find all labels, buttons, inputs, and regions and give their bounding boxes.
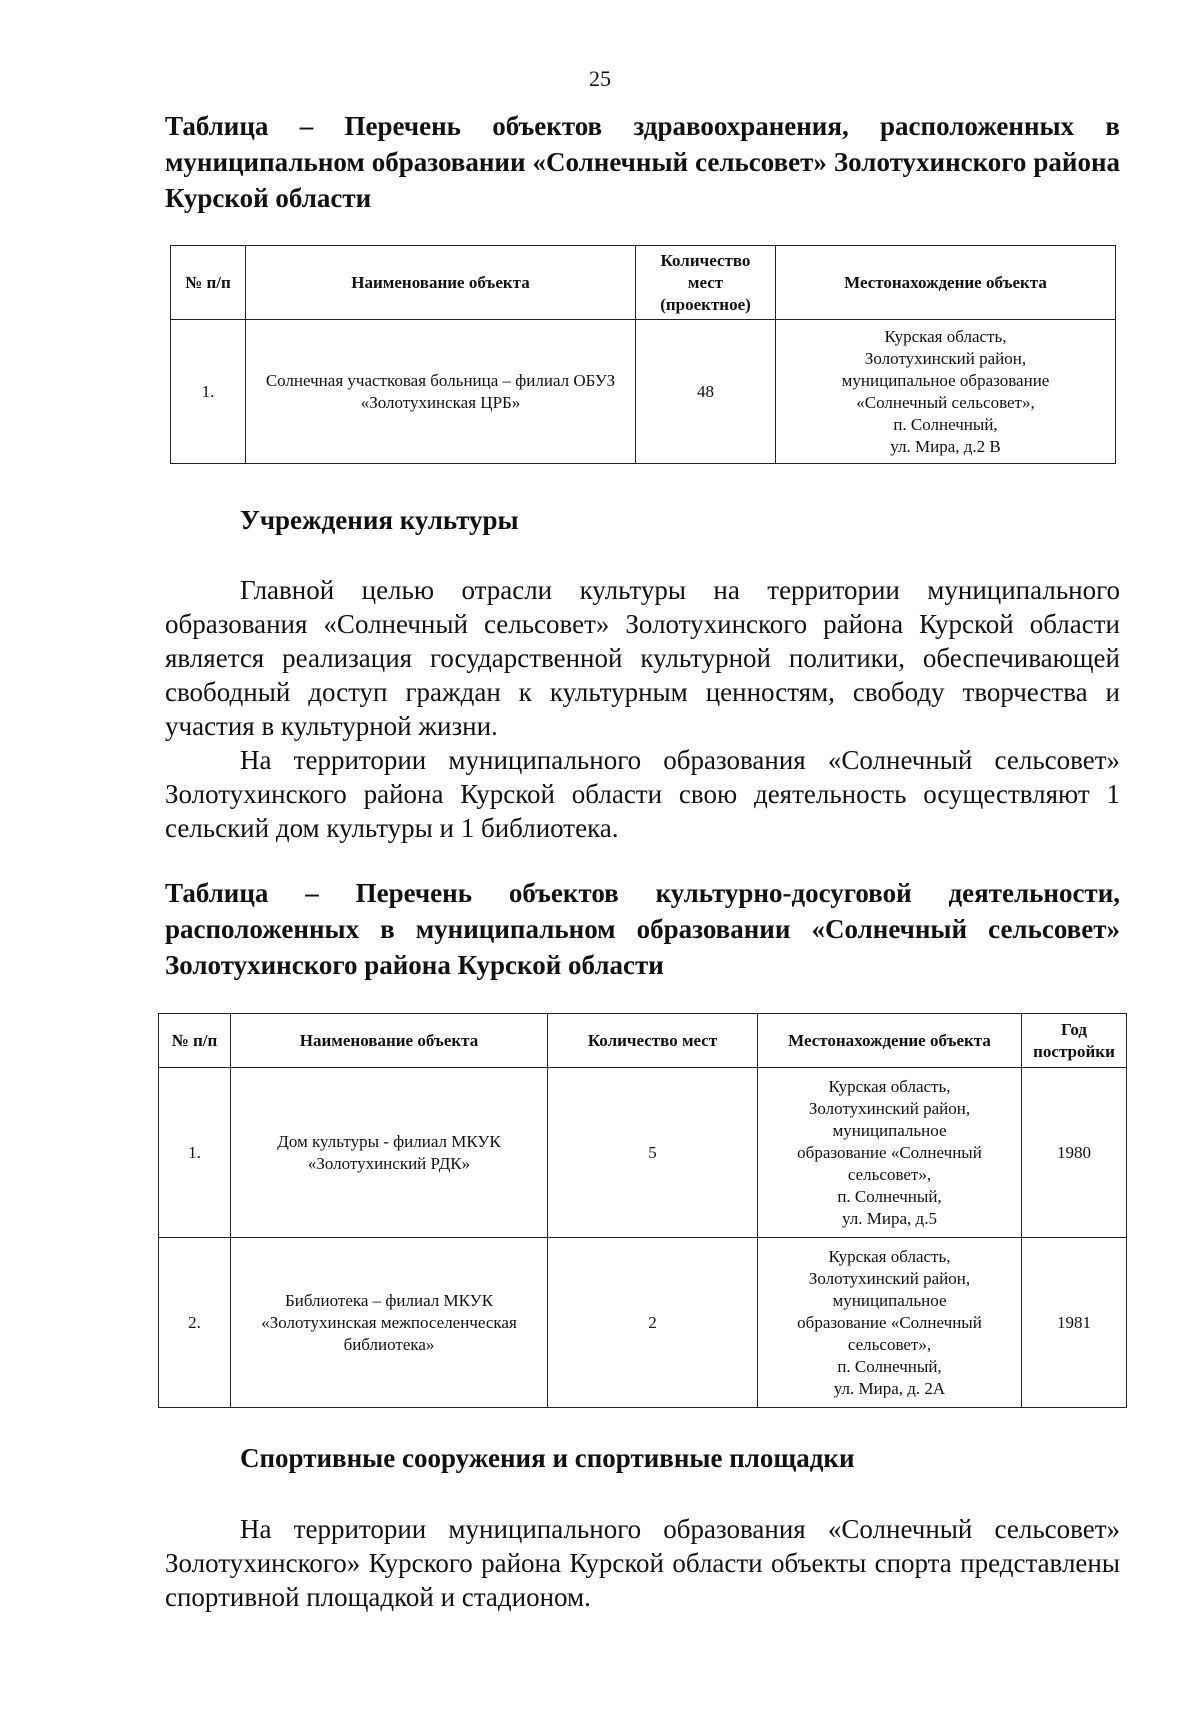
cell-seats: 2 (548, 1238, 758, 1408)
culture-paragraph-1: Главной целью отрасли культуры на территории муниципального образования «Солнечный сельсовет» Золотухинского района Курской области является реализация государственной культурной политики, обеспечивающей свободный доступ граждан к культурным ценностям, свободу творчества и участия в культурной жизни. (165, 575, 1120, 741)
address-line: муниципальное (832, 1290, 947, 1310)
address-line: сельсовет», (847, 1164, 932, 1184)
culture-heading: Учреждения культуры (240, 505, 519, 535)
cell-seats: 5 (548, 1068, 758, 1238)
address-line: п. Солнечный, (837, 1186, 942, 1206)
cell-number: 1. (159, 1068, 231, 1238)
cell-number: 2. (159, 1238, 231, 1408)
sport-heading: Спортивные сооружения и спортивные площадки (240, 1443, 855, 1473)
cell-year: 1980 (1022, 1068, 1127, 1238)
address-line: сельсовет», (847, 1334, 932, 1354)
address-line: ул. Мира, д.2 В (890, 436, 1001, 456)
sport-paragraph: На территории муниципального образования «Солнечный сельсовет» Золотухинского» Курского района Курской области объекты спорта представлены спортивной площадкой и стадионом. (165, 1514, 1120, 1612)
culture-paragraphs (165, 573, 1120, 845)
health-table-title: Таблица – Перечень объектов здравоохранения, расположенных в муниципальном образовании «Солнечный сельсовет» Золотухинского района Курской области (165, 111, 1120, 213)
address-line: Курская область, (828, 1076, 951, 1096)
cell-number: 1. (171, 320, 246, 464)
address-line: муниципальное (832, 1120, 947, 1140)
header-cell-name: Наименование объекта (246, 246, 636, 320)
cell-name: Солнечная участковая больница – филиал ОБУЗ «Золотухинская ЦРБ» (246, 320, 636, 464)
health-table-header-row (171, 246, 1116, 320)
address-line: Курская область, (884, 326, 1007, 346)
header-cell-year: Год постройки (1022, 1014, 1127, 1068)
culture-paragraph-2: На территории муниципального образования «Солнечный сельсовет» Золотухинского района Курской области свою деятельность осуществляют 1 сельский дом культуры и 1 библиотека. (165, 745, 1120, 843)
address-line: п. Солнечный, (837, 1356, 942, 1376)
header-cell-seats: Количество мест (проектное) (636, 246, 776, 320)
header-cell-location: Местонахождение объекта (758, 1014, 1022, 1068)
table-row (171, 320, 1116, 464)
address-line: образование «Солнечный (797, 1312, 982, 1332)
address-line: Курская область, (828, 1246, 951, 1266)
header-cell-name: Наименование объекта (231, 1014, 548, 1068)
address-line: образование «Солнечный (797, 1142, 982, 1162)
header-cell-location: Местонахождение объекта (776, 246, 1116, 320)
culture-table-header-row (159, 1014, 1127, 1068)
address-line: муниципальное образование (841, 370, 1050, 390)
cell-location (758, 1238, 1022, 1408)
cell-location (776, 320, 1116, 464)
table-row (159, 1238, 1127, 1408)
culture-table (158, 1013, 1127, 1408)
address-line: ул. Мира, д.5 (842, 1208, 937, 1228)
cell-year: 1981 (1022, 1238, 1127, 1408)
address-line: ул. Мира, д. 2А (833, 1378, 946, 1398)
address-line: Золотухинский район, (808, 1098, 971, 1118)
address-line: п. Солнечный, (893, 414, 998, 434)
sport-paragraphs (165, 1512, 1120, 1614)
header-cell-number: № п/п (159, 1014, 231, 1068)
culture-table-title: Таблица – Перечень объектов культурно-досуговой деятельности, расположенных в муниципальном образовании «Солнечный сельсовет» Золотухинского района Курской области (165, 878, 1120, 980)
page-number: 25 (589, 66, 611, 91)
cell-name: Дом культуры - филиал МКУК «Золотухинский РДК» (231, 1068, 548, 1238)
header-cell-number: № п/п (171, 246, 246, 320)
cell-name: Библиотека – филиал МКУК «Золотухинская межпоселенческая библиотека» (231, 1238, 548, 1408)
address-line: Золотухинский район, (864, 348, 1027, 368)
health-table (170, 245, 1116, 464)
header-cell-seats: Количество мест (548, 1014, 758, 1068)
address-line: Золотухинский район, (808, 1268, 971, 1288)
address-line: «Солнечный сельсовет», (856, 392, 1035, 412)
table-row (159, 1068, 1127, 1238)
cell-location (758, 1068, 1022, 1238)
cell-seats: 48 (636, 320, 776, 464)
